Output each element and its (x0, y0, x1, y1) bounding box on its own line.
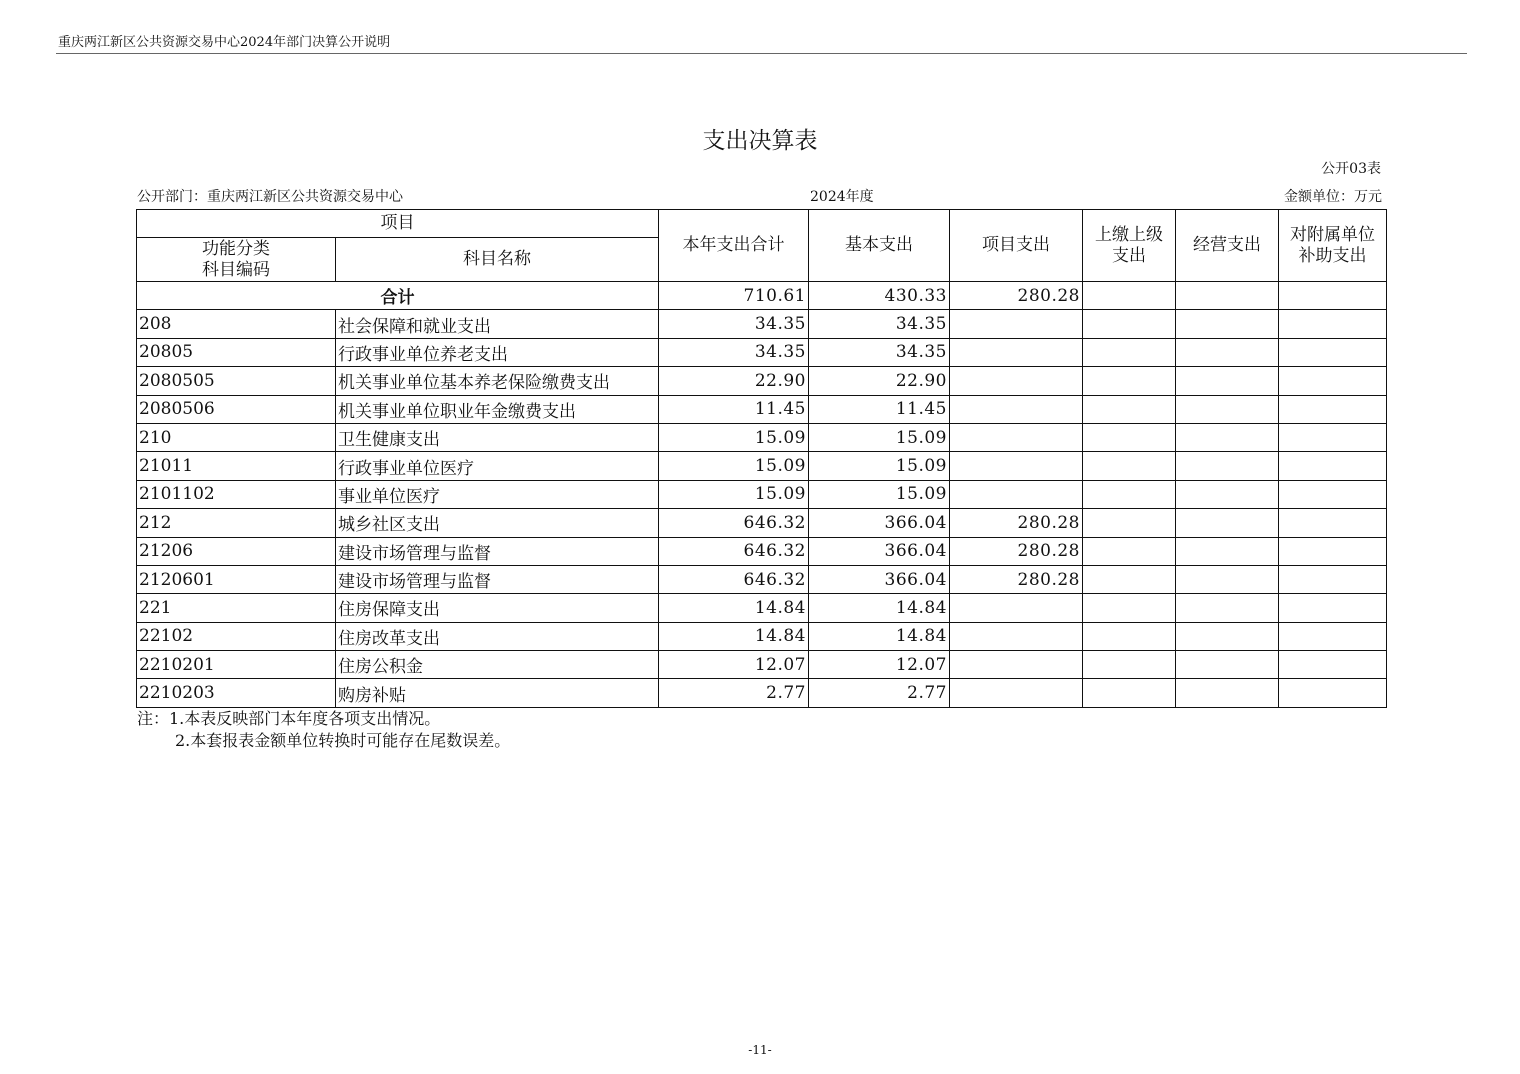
row-code: 210 (137, 423, 336, 451)
row-upper (1083, 338, 1176, 366)
table-row (137, 423, 1387, 451)
row-business (1176, 537, 1279, 565)
header-item: 项目 (137, 210, 659, 238)
row-subsidy (1279, 452, 1387, 480)
row-basic: 22.90 (809, 367, 950, 395)
row-name: 社会保障和就业支出 (336, 310, 659, 338)
total-row (137, 282, 1387, 310)
row-upper (1083, 367, 1176, 395)
row-basic: 15.09 (809, 480, 950, 508)
total-project: 280.28 (950, 282, 1083, 310)
row-name: 住房公积金 (336, 651, 659, 679)
row-total: 15.09 (659, 480, 809, 508)
footnotes (137, 708, 510, 752)
table-row (137, 480, 1387, 508)
row-code: 221 (137, 594, 336, 622)
row-code: 212 (137, 509, 336, 537)
row-total: 34.35 (659, 338, 809, 366)
row-subsidy (1279, 367, 1387, 395)
row-upper (1083, 537, 1176, 565)
row-code: 21206 (137, 537, 336, 565)
row-subsidy (1279, 622, 1387, 650)
row-name: 建设市场管理与监督 (336, 565, 659, 593)
row-basic: 366.04 (809, 509, 950, 537)
row-project (950, 480, 1083, 508)
table-row (137, 509, 1387, 537)
row-basic: 14.84 (809, 622, 950, 650)
table-row (137, 622, 1387, 650)
row-upper (1083, 622, 1176, 650)
row-total: 646.32 (659, 537, 809, 565)
row-upper (1083, 565, 1176, 593)
meta-row (137, 186, 1382, 204)
footnote-1: 注：1.本表反映部门本年度各项支出情况。 (137, 709, 441, 728)
row-subsidy (1279, 651, 1387, 679)
row-business (1176, 565, 1279, 593)
row-business (1176, 651, 1279, 679)
row-total: 15.09 (659, 423, 809, 451)
row-business (1176, 367, 1279, 395)
footnote-2: 2.本套报表金额单位转换时可能存在尾数误差。 (175, 731, 511, 750)
table-row (137, 679, 1387, 707)
total-label: 合计 (137, 282, 659, 310)
table-row (137, 651, 1387, 679)
row-upper (1083, 651, 1176, 679)
row-code: 21011 (137, 452, 336, 480)
row-subsidy (1279, 594, 1387, 622)
row-project (950, 367, 1083, 395)
row-business (1176, 622, 1279, 650)
row-upper (1083, 679, 1176, 707)
row-upper (1083, 480, 1176, 508)
row-total: 646.32 (659, 509, 809, 537)
row-project (950, 594, 1083, 622)
row-upper (1083, 310, 1176, 338)
row-code: 2120601 (137, 565, 336, 593)
row-name: 事业单位医疗 (336, 480, 659, 508)
row-subsidy (1279, 480, 1387, 508)
row-project (950, 452, 1083, 480)
table-number: 公开03表 (1321, 161, 1381, 177)
table-row (137, 452, 1387, 480)
row-name: 行政事业单位医疗 (336, 452, 659, 480)
row-total: 14.84 (659, 622, 809, 650)
row-upper (1083, 452, 1176, 480)
header-total: 本年支出合计 (659, 210, 809, 282)
row-total: 15.09 (659, 452, 809, 480)
row-total: 2.77 (659, 679, 809, 707)
row-total: 34.35 (659, 310, 809, 338)
row-business (1176, 310, 1279, 338)
total-amount: 710.61 (659, 282, 809, 310)
row-project (950, 622, 1083, 650)
table-row (137, 594, 1387, 622)
table-row (137, 367, 1387, 395)
row-subsidy (1279, 509, 1387, 537)
row-total: 12.07 (659, 651, 809, 679)
row-business (1176, 594, 1279, 622)
fiscal-year: 2024年度 (810, 189, 874, 205)
row-basic: 366.04 (809, 565, 950, 593)
row-name: 机关事业单位基本养老保险缴费支出 (336, 367, 659, 395)
row-project: 280.28 (950, 509, 1083, 537)
table-header (137, 210, 1387, 282)
table-row (137, 310, 1387, 338)
row-project (950, 651, 1083, 679)
total-business (1176, 282, 1279, 310)
running-header: 重庆两江新区公共资源交易中心2024年部门决算公开说明 (58, 35, 391, 50)
row-code: 2080506 (137, 395, 336, 423)
row-basic: 15.09 (809, 423, 950, 451)
row-project: 280.28 (950, 537, 1083, 565)
row-subsidy (1279, 395, 1387, 423)
header-name: 科目名称 (336, 238, 659, 282)
table-body (137, 282, 1387, 708)
header-basic: 基本支出 (809, 210, 950, 282)
row-upper (1083, 594, 1176, 622)
row-name: 行政事业单位养老支出 (336, 338, 659, 366)
expenditure-table (136, 209, 1387, 708)
row-business (1176, 423, 1279, 451)
row-code: 208 (137, 310, 336, 338)
header-rule (56, 53, 1467, 54)
row-basic: 14.84 (809, 594, 950, 622)
table-row (137, 537, 1387, 565)
row-upper (1083, 509, 1176, 537)
row-project (950, 310, 1083, 338)
row-upper (1083, 423, 1176, 451)
row-business (1176, 452, 1279, 480)
row-business (1176, 679, 1279, 707)
row-basic: 15.09 (809, 452, 950, 480)
row-total: 22.90 (659, 367, 809, 395)
row-subsidy (1279, 310, 1387, 338)
row-basic: 11.45 (809, 395, 950, 423)
row-project (950, 679, 1083, 707)
total-basic: 430.33 (809, 282, 950, 310)
row-code: 2080505 (137, 367, 336, 395)
row-basic: 2.77 (809, 679, 950, 707)
table-row (137, 338, 1387, 366)
total-subsidy (1279, 282, 1387, 310)
row-project (950, 423, 1083, 451)
row-business (1176, 509, 1279, 537)
row-business (1176, 395, 1279, 423)
row-name: 建设市场管理与监督 (336, 537, 659, 565)
row-basic: 34.35 (809, 310, 950, 338)
table-row (137, 565, 1387, 593)
header-subsidy: 对附属单位 补助支出 (1279, 210, 1387, 282)
row-subsidy (1279, 423, 1387, 451)
row-subsidy (1279, 338, 1387, 366)
row-name: 住房保障支出 (336, 594, 659, 622)
header-upper: 上缴上级 支出 (1083, 210, 1176, 282)
row-project (950, 395, 1083, 423)
amount-unit: 金额单位：万元 (1284, 189, 1382, 205)
page-number: -11- (748, 1043, 772, 1057)
row-business (1176, 480, 1279, 508)
row-name: 住房改革支出 (336, 622, 659, 650)
row-total: 11.45 (659, 395, 809, 423)
row-subsidy (1279, 565, 1387, 593)
total-upper (1083, 282, 1176, 310)
row-code: 22102 (137, 622, 336, 650)
row-business (1176, 338, 1279, 366)
row-upper (1083, 395, 1176, 423)
row-code: 2210201 (137, 651, 336, 679)
row-name: 城乡社区支出 (336, 509, 659, 537)
row-name: 机关事业单位职业年金缴费支出 (336, 395, 659, 423)
row-basic: 12.07 (809, 651, 950, 679)
row-code: 2101102 (137, 480, 336, 508)
row-project (950, 338, 1083, 366)
row-subsidy (1279, 537, 1387, 565)
department-label: 公开部门：重庆两江新区公共资源交易中心 (137, 189, 403, 205)
row-code: 2210203 (137, 679, 336, 707)
row-name: 卫生健康支出 (336, 423, 659, 451)
header-code: 功能分类 科目编码 (137, 238, 336, 282)
row-total: 646.32 (659, 565, 809, 593)
row-total: 14.84 (659, 594, 809, 622)
row-basic: 366.04 (809, 537, 950, 565)
table-row (137, 395, 1387, 423)
header-business: 经营支出 (1176, 210, 1279, 282)
row-basic: 34.35 (809, 338, 950, 366)
header-project: 项目支出 (950, 210, 1083, 282)
document-title: 支出决算表 (702, 128, 818, 154)
row-code: 20805 (137, 338, 336, 366)
row-name: 购房补贴 (336, 679, 659, 707)
row-project: 280.28 (950, 565, 1083, 593)
row-subsidy (1279, 679, 1387, 707)
